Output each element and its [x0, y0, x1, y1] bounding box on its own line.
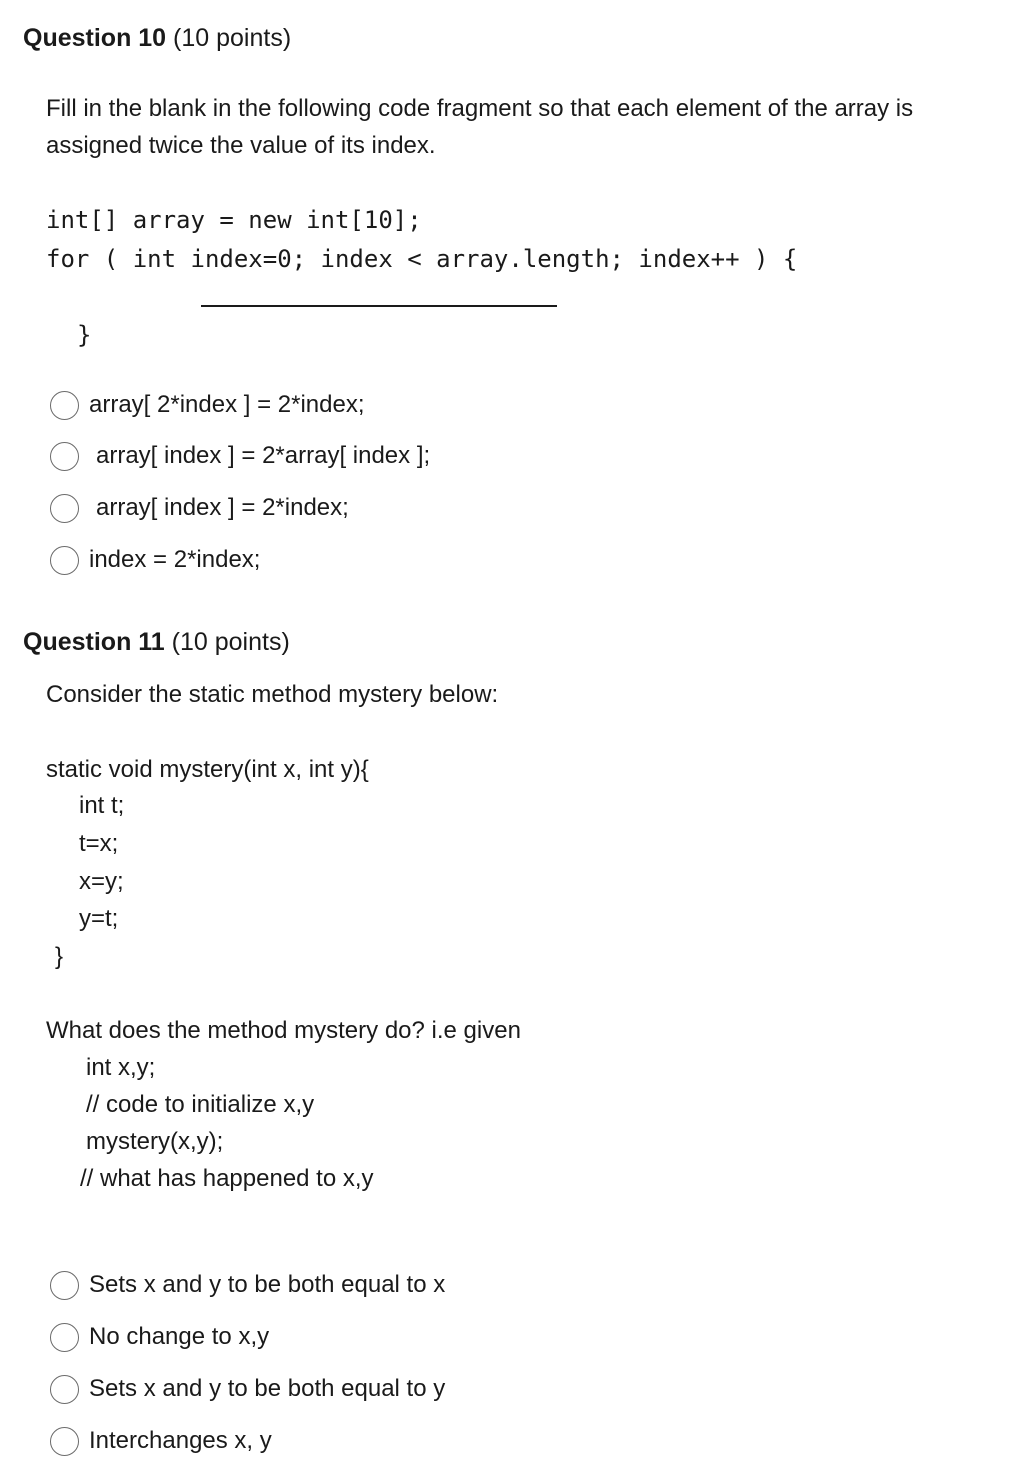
q11-option-2[interactable] [50, 1320, 269, 1354]
fill-in-blank-line [201, 305, 557, 307]
method-code-line: t=x; [79, 830, 119, 857]
question-10-prompt-line-1: Fill in the blank in the following code fragment so that each element of the array is [46, 95, 914, 122]
radio-button[interactable] [50, 494, 79, 523]
question-11-header [23, 626, 290, 658]
option-label: array[ index ] = 2*index; [96, 494, 349, 521]
radio-button[interactable] [50, 546, 79, 575]
method-code-line: static void mystery(int x, int y){ [46, 756, 369, 783]
example-code-line: int x,y; [86, 1054, 156, 1081]
radio-button[interactable] [50, 391, 79, 420]
q10-option-2[interactable] [50, 439, 430, 473]
example-code-line: mystery(x,y); [86, 1128, 224, 1155]
option-label: Sets x and y to be both equal to x [89, 1271, 446, 1298]
radio-button[interactable] [50, 1323, 79, 1352]
method-code-line: int t; [79, 792, 125, 819]
radio-button[interactable] [50, 1427, 79, 1456]
q10-option-1[interactable] [50, 388, 365, 422]
q10-option-3[interactable] [50, 491, 349, 525]
q10-option-4[interactable] [50, 543, 260, 577]
option-label: Interchanges x, y [89, 1427, 272, 1454]
q11-option-4[interactable] [50, 1424, 272, 1458]
code-line-array-decl: int[] array = new int[10]; [46, 206, 422, 234]
question-10-header [23, 22, 291, 54]
option-label: array[ 2*index ] = 2*index; [89, 391, 365, 418]
question-10-prompt-line-2: assigned twice the value of its index. [46, 132, 436, 159]
q11-option-3[interactable] [50, 1372, 445, 1406]
question-title: Question 10 [23, 24, 167, 52]
radio-button[interactable] [50, 1271, 79, 1300]
method-code-line: y=t; [79, 905, 119, 932]
radio-button[interactable] [50, 442, 79, 471]
q11-option-1[interactable] [50, 1268, 445, 1302]
code-line-close-brace: } [77, 321, 92, 349]
option-label: array[ index ] = 2*array[ index ]; [96, 442, 431, 469]
example-code-line: // code to initialize x,y [86, 1091, 315, 1118]
question-points: (10 points) [173, 24, 292, 52]
option-label: No change to x,y [89, 1323, 270, 1350]
question-11-question-line: What does the method mystery do? i.e given [46, 1017, 521, 1044]
question-title: Question 11 [23, 628, 165, 656]
code-line-for-loop: for ( int index=0; index < array.length; index++ ) { [46, 245, 798, 273]
question-points: (10 points) [171, 628, 290, 656]
method-code-line: } [55, 943, 64, 970]
method-code-line: x=y; [79, 868, 124, 895]
option-label: Sets x and y to be both equal to y [89, 1375, 446, 1402]
option-label: index = 2*index; [89, 546, 261, 573]
question-11-prompt: Consider the static method mystery below: [46, 681, 499, 708]
example-code-line: // what has happened to x,y [80, 1165, 374, 1192]
radio-button[interactable] [50, 1375, 79, 1404]
